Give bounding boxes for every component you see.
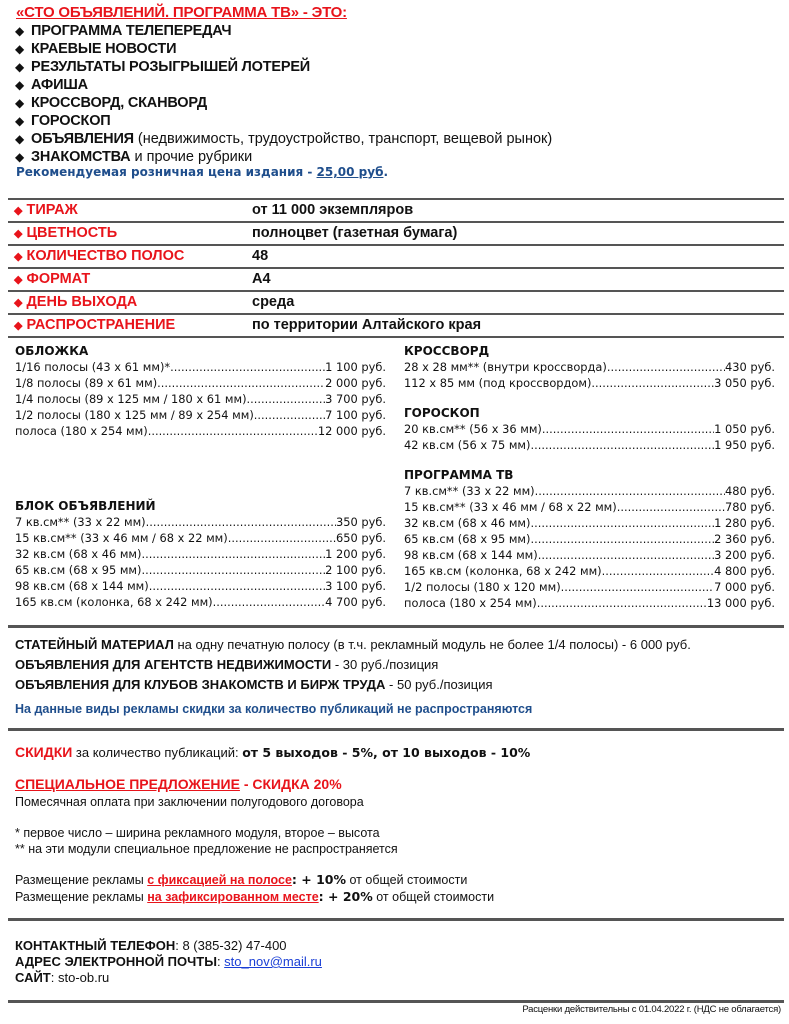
contact-site: САЙТ: sto-ob.ru <box>15 970 110 985</box>
feature-item: ◆ АФИША <box>15 77 88 93</box>
block-title: БЛОК ОБЪЯВЛЕНИЙ <box>15 499 156 513</box>
price-line: 1/2 полосы (180 x 125 мм / 89 x 254 мм) ..... 7 100 руб. <box>15 407 386 423</box>
diamond-bullet-icon: ◆ <box>15 24 25 38</box>
spec-table <box>8 198 784 338</box>
price-line: 7 кв.см** (33 x 22 мм) ..... 480 руб. <box>404 483 775 499</box>
spec-row: ◆ РАСПРОСТРАНЕНИЕ по территории Алтайского края <box>8 313 784 338</box>
feature-item: ◆ ЗНАКОМСТВА и прочие рубрики <box>15 149 253 165</box>
feature-item: ◆ КРАЕВЫЕ НОВОСТИ <box>15 41 177 57</box>
footnote: ** на эти модули специальное предложение не распространяется <box>15 842 398 856</box>
placement-line: Размещение рекламы на зафиксированном месте: + 20% от общей стоимости <box>15 889 495 904</box>
no-discount-note: На данные виды рекламы скидки за количество публикаций не распространяются <box>15 702 533 716</box>
price-line: 165 кв.см (колонка, 68 x 242 мм) ..... 4 800 руб. <box>404 563 775 579</box>
price-line: 1/2 полосы (180 x 120 мм) ..... 7 000 руб. <box>404 579 775 595</box>
price-block-crossword <box>404 343 775 391</box>
spec-row: ◆ ЦВЕТНОСТЬ полноцвет (газетная бумага) <box>8 221 784 244</box>
diamond-bullet-icon: ◆ <box>15 60 25 74</box>
contact-email: АДРЕС ЭЛЕКТРОННОЙ ПОЧТЫ: sto_nov@mail.ru <box>15 954 322 969</box>
price-line: 28 x 28 мм** (внутри кроссворда) ..... 430 руб. <box>404 359 775 375</box>
price-line: 1/8 полосы (89 x 61 мм) ..... 2 000 руб. <box>15 375 386 391</box>
rate-line: СТАТЕЙНЫЙ МАТЕРИАЛ на одну печатную полосу (в т.ч. рекламный модуль не более 1/4 полосы) - 6 000 руб. <box>15 637 691 652</box>
diamond-bullet-icon: ◆ <box>14 251 23 263</box>
site-url: sto-ob.ru <box>57 970 110 985</box>
divider <box>8 625 784 628</box>
price-line: 32 кв.см (68 x 46 мм) ..... 1 200 руб. <box>15 546 386 562</box>
feature-item: ◆ ПРОГРАММА ТЕЛЕПЕРЕДАЧ <box>15 23 232 39</box>
diamond-bullet-icon: ◆ <box>14 320 23 332</box>
contacts <box>15 938 322 986</box>
price-line: 165 кв.см (колонка, 68 x 242 мм) ..... 4 700 руб. <box>15 594 386 610</box>
feature-item: ◆ ГОРОСКОП <box>15 113 111 129</box>
divider <box>8 918 784 921</box>
retail-price-value: 25,00 руб <box>316 165 384 179</box>
price-line: 65 кв.см (68 x 95 мм) ..... 2 360 руб. <box>404 531 775 547</box>
diamond-bullet-icon: ◆ <box>14 228 23 240</box>
price-line: 32 кв.см (68 x 46 мм) ..... 1 280 руб. <box>404 515 775 531</box>
divider <box>8 1000 784 1003</box>
diamond-bullet-icon: ◆ <box>15 132 25 146</box>
feature-item: ◆ ОБЪЯВЛЕНИЯ (недвижимость, трудоустройство, транспорт, вещевой рынок) <box>15 131 553 147</box>
price-line: 15 кв.см** (33 x 46 мм / 68 x 22 мм) ..... 780 руб. <box>404 499 775 515</box>
page-title: «СТО ОБЪЯВЛЕНИЙ. ПРОГРАММА ТВ» - ЭТО: <box>16 4 347 21</box>
price-line: 20 кв.см** (56 x 36 мм) ..... 1 050 руб. <box>404 421 775 437</box>
feature-item: ◆ КРОССВОРД, СКАНВОРД <box>15 95 208 111</box>
diamond-bullet-icon: ◆ <box>15 150 25 164</box>
price-line: 42 кв.см (56 x 75 мм) ..... 1 950 руб. <box>404 437 775 453</box>
diamond-bullet-icon: ◆ <box>15 96 25 110</box>
validity-note: Расценки действительны с 01.04.2022 г. (НДС не облагается) <box>522 1004 781 1015</box>
diamond-bullet-icon: ◆ <box>14 297 23 309</box>
contact-phone: КОНТАКТНЫЙ ТЕЛЕФОН: 8 (385-32) 47-400 <box>15 938 287 953</box>
price-line: 7 кв.см** (33 x 22 мм) ..... 350 руб. <box>15 514 386 530</box>
special-offer-description: Помесячная оплата при заключении полугодового договора <box>15 795 364 809</box>
phone-number: 8 (385-32) 47-400 <box>182 938 287 953</box>
spec-row: ◆ КОЛИЧЕСТВО ПОЛОС 48 <box>8 244 784 267</box>
price-line: полоса (180 x 254 мм) ..... 13 000 руб. <box>404 595 775 611</box>
rate-line: ОБЪЯВЛЕНИЯ ДЛЯ АГЕНТСТВ НЕДВИЖИМОСТИ - 30 руб./позиция <box>15 657 439 672</box>
email-link[interactable]: sto_nov@mail.ru <box>224 954 322 969</box>
price-block-ads <box>15 498 386 610</box>
discounts-line: СКИДКИ за количество публикаций: от 5 выходов - 5%, от 10 выходов - 10% <box>15 744 531 760</box>
rate-line: ОБЪЯВЛЕНИЯ ДЛЯ КЛУБОВ ЗНАКОМСТВ И БИРЖ ТРУДА - 50 руб./позиция <box>15 677 493 692</box>
diamond-bullet-icon: ◆ <box>15 42 25 56</box>
block-title: ОБЛОЖКА <box>15 344 89 358</box>
divider <box>8 728 784 731</box>
block-title: КРОССВОРД <box>404 344 490 358</box>
spec-row: ◆ ФОРМАТ А4 <box>8 267 784 290</box>
block-title: ПРОГРАММА ТВ <box>404 468 514 482</box>
price-line: 1/4 полосы (89 x 125 мм / 180 x 61 мм) ..... 3 700 руб. <box>15 391 386 407</box>
diamond-bullet-icon: ◆ <box>15 78 25 92</box>
price-line: 112 x 85 мм (под кроссвордом) ..... 3 050 руб. <box>404 375 775 391</box>
price-line: 98 кв.см (68 x 144 мм) ..... 3 100 руб. <box>15 578 386 594</box>
price-block-cover <box>15 343 386 439</box>
spec-row: ◆ ТИРАЖ от 11 000 экземпляров <box>8 198 784 221</box>
price-line: 65 кв.см (68 x 95 мм) ..... 2 100 руб. <box>15 562 386 578</box>
footnote: * первое число – ширина рекламного модуля, второе – высота <box>15 826 380 840</box>
price-block-tv-program <box>404 467 775 611</box>
feature-list <box>15 22 552 166</box>
spec-row: ◆ ДЕНЬ ВЫХОДА среда <box>8 290 784 313</box>
price-line: 1/16 полосы (43 x 61 мм)* ..... 1 100 руб. <box>15 359 386 375</box>
price-block-horoscope <box>404 405 775 453</box>
diamond-bullet-icon: ◆ <box>15 114 25 128</box>
other-rates <box>15 635 691 695</box>
special-offer: СПЕЦИАЛЬНОЕ ПРЕДЛОЖЕНИЕ - СКИДКА 20% <box>15 776 342 792</box>
price-line: полоса (180 x 254 мм) ..... 12 000 руб. <box>15 423 386 439</box>
feature-item: ◆ РЕЗУЛЬТАТЫ РОЗЫГРЫШЕЙ ЛОТЕРЕЙ <box>15 59 311 75</box>
diamond-bullet-icon: ◆ <box>14 205 23 217</box>
diamond-bullet-icon: ◆ <box>14 274 23 286</box>
price-line: 98 кв.см (68 x 144 мм) ..... 3 200 руб. <box>404 547 775 563</box>
retail-price-note: Рекомендуемая розничная цена издания - 25,00 руб. <box>16 165 389 179</box>
block-title: ГОРОСКОП <box>404 406 480 420</box>
placement-line: Размещение рекламы с фиксацией на полосе: + 10% от общей стоимости <box>15 872 468 887</box>
price-line: 15 кв.см** (33 x 46 мм / 68 x 22 мм) ..... 650 руб. <box>15 530 386 546</box>
